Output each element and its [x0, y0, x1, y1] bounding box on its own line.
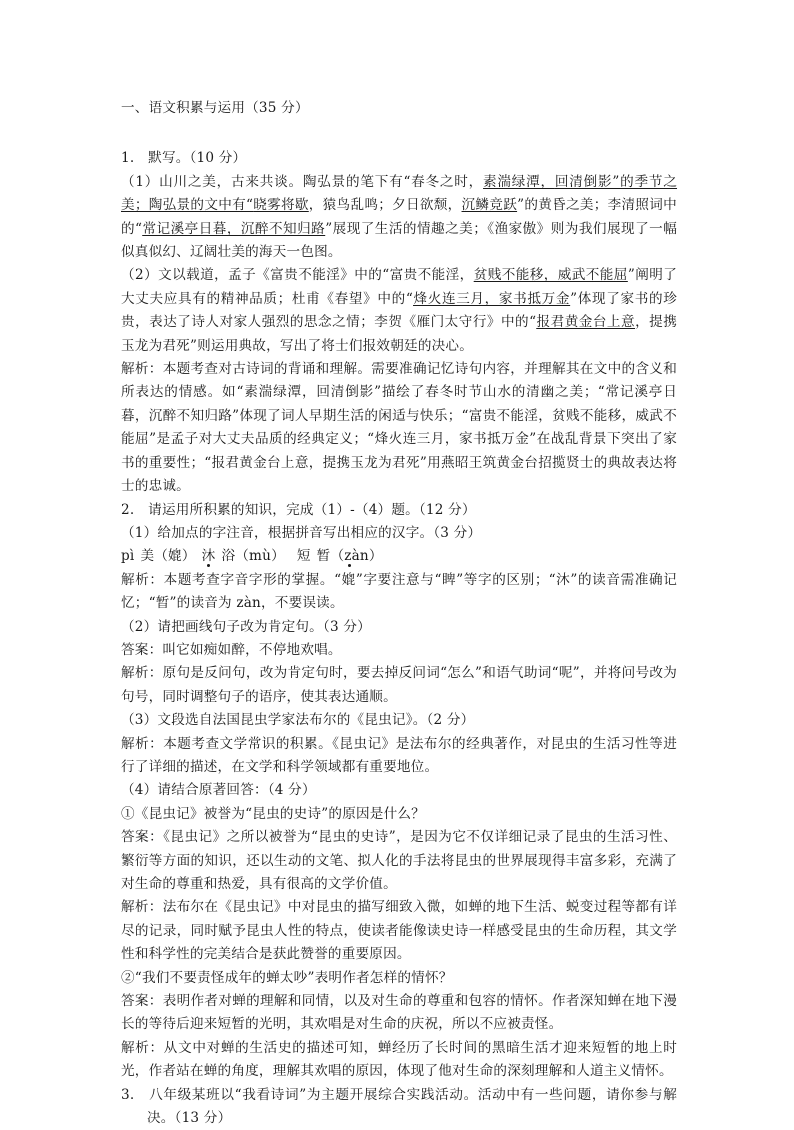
q2-sub4-analysis2: 解析：从文中对蝉的生活史的描述可知，蝉经历了长时间的黑暗生活才迎来短暂的地上时光，作者站在蝉的角度，理解其欢唱的原因，体现了他对生命的深刻理解和人道主义情怀。	[121, 1039, 677, 1080]
q2-sub2-answer: 答案：叫它如痴如醉，不停地欢唱。	[121, 641, 342, 658]
section-title: 一、语文积累与运用（35 分）	[121, 100, 309, 116]
q2-sub3-analysis: 解析：本题考查文学常识的积累。《昆虫记》是法布尔的经典著作，对昆虫的生活习性等进行了详细的描述，在文学和科学领域都有重要地位。	[121, 735, 677, 775]
q2-sub4-answer2: 答案：表明作者对蝉的理解和同情，以及对生命的尊重和包容的情怀。作者深知蝉在地下漫长的等待后迎来短暂的光明，其欢唱是对生命的庆祝，所以不应被责怪。	[121, 993, 677, 1033]
q2-sub4-question1: ①《昆虫记》被誉为“昆虫的史诗”的原因是什么？	[121, 805, 425, 822]
answer-blank: 常记溪亭日暮，沉醉不知归路	[142, 220, 326, 237]
q1-part1: （1）山川之美，古来共谈。陶弘景的笔下有“春冬之时，素湍绿潭，回清倒影”的季节之美；陶弘景的文中有“晓雾将歇，猿鸟乱鸣；夕日欲颓，沉鳞竞跃”的黄昏之美；李清照词中的“常记溪亭日暮，沉醉不知归路”展现了生活的情趣之美；《渔家傲》则为我们展现了一幅似真似幻、辽阔壮美的海天一色图。	[121, 173, 678, 261]
q3-title: 3. 八年级某班以“我看诗词”为主题开展综合实践活动。活动中有一些问题，请你参与解决。（13 分）	[121, 1086, 677, 1127]
q2-sub3-title: （3）文段选自法国昆虫学家法布尔的《昆虫记》。（2 分）	[121, 712, 475, 729]
answer-blank: 贫贱不能移，威武不能屈	[473, 267, 628, 284]
answer-blank: 沉鳞竞跃	[461, 197, 518, 214]
q2-sub4-analysis1: 解析：法布尔在《昆虫记》中对昆虫的描写细致入微，如蝉的地下生活、蜕变过程等都有详尽的记录，同时赋予昆虫人性的特点，使读者能像读史诗一样感受昆虫的生命历程，其文学性和科学性的完美结合是获此赞誉的重要原因。	[121, 899, 677, 963]
q2-sub1-analysis: 解析：本题考查字音字形的掌握。“媲”字要注意与“睥”等字的区别；“沐”的读音需准确记忆；“暂”的读音为 zàn，不要误读。	[121, 571, 677, 612]
q1-part2: （2）文以载道，孟子《富贵不能淫》中的“富贵不能淫，贫贱不能移，威武不能屈”阐明了大丈夫应具有的精神品质；杜甫《春望》中的“烽火连三月，家书抵万金”体现了家书的珍贵，表达了诗人对家人强烈的思念之情；李贺《雁门太守行》中的“报君黄金台上意，提携玉龙为君死”则运用典故，写出了将士们报效朝廷的决心。	[121, 267, 678, 354]
q2-sub1-title: （1）给加点的字注音，根据拼音写出相应的汉字。（3 分）	[121, 524, 482, 541]
answer-blank: 报君黄金台上意	[536, 314, 636, 331]
answer-blank: 回清倒影”的季节之美；陶弘景的文中有“	[121, 173, 678, 214]
answer-blank: 烽火连三月，家书抵万金	[413, 290, 571, 307]
q1-title: 1. 默写。（10 分）	[121, 150, 247, 167]
q2-sub4-answer1: 答案：《昆虫记》之所以被誉为“昆虫的史诗”，是因为它不仅详细记录了昆虫的生活习性、繁衍等方面的知识，还以生动的文笔、拟人化的手法将昆虫的世界展现得丰富多彩，充满了对生命的尊重和热爱，具有很高的文学价值。	[121, 829, 677, 892]
pinyin-row: pì 美（媲） 沐 浴（mù） 短 暂（zàn）	[121, 548, 383, 565]
q2-sub4-title: （4）请结合原著回答：（4 分）	[121, 782, 316, 799]
answer-blank: 晓雾将歇	[253, 197, 309, 214]
exam-content	[121, 97, 677, 1130]
q2-title: 2. 请运用所积累的知识，完成（1）‐（4）题。（12 分）	[121, 501, 476, 518]
answer-blank: 素湍绿潭，	[483, 173, 555, 190]
q1-analysis: 解析：本题考查对古诗词的背诵和理解。需要准确记忆诗句内容，并理解其在文中的含义和所表达的情感。如“素湍绿潭，回清倒影”描绘了春冬时节山水的清幽之美；“常记溪亭日暮，沉醉不知归路”体现了词人早期生活的闲适与快乐；“富贵不能淫，贫贱不能移，威武不能屈”是孟子对大丈夫品质的经典定义；“烽火连三月，家书抵万金”在战乱背景下突出了家书的重要性；“报君黄金台上意，提携玉龙为君死”用燕昭王筑黄金台招揽贤士的典故表达将士的忠诚。	[121, 361, 677, 495]
q2-sub2-title: （2）请把画线句子改为肯定句。（3 分）	[121, 618, 371, 635]
q2-sub2-analysis: 解析：原句是反问句，改为肯定句时，要去掉反问词“怎么”和语气助词“呢”，并将问号改为句号，同时调整句子的语序，使其表达通顺。	[121, 665, 677, 705]
q2-sub4-question2: ②“我们不要责怪成年的蝉太吵”表明作者怎样的情怀？	[121, 969, 453, 986]
